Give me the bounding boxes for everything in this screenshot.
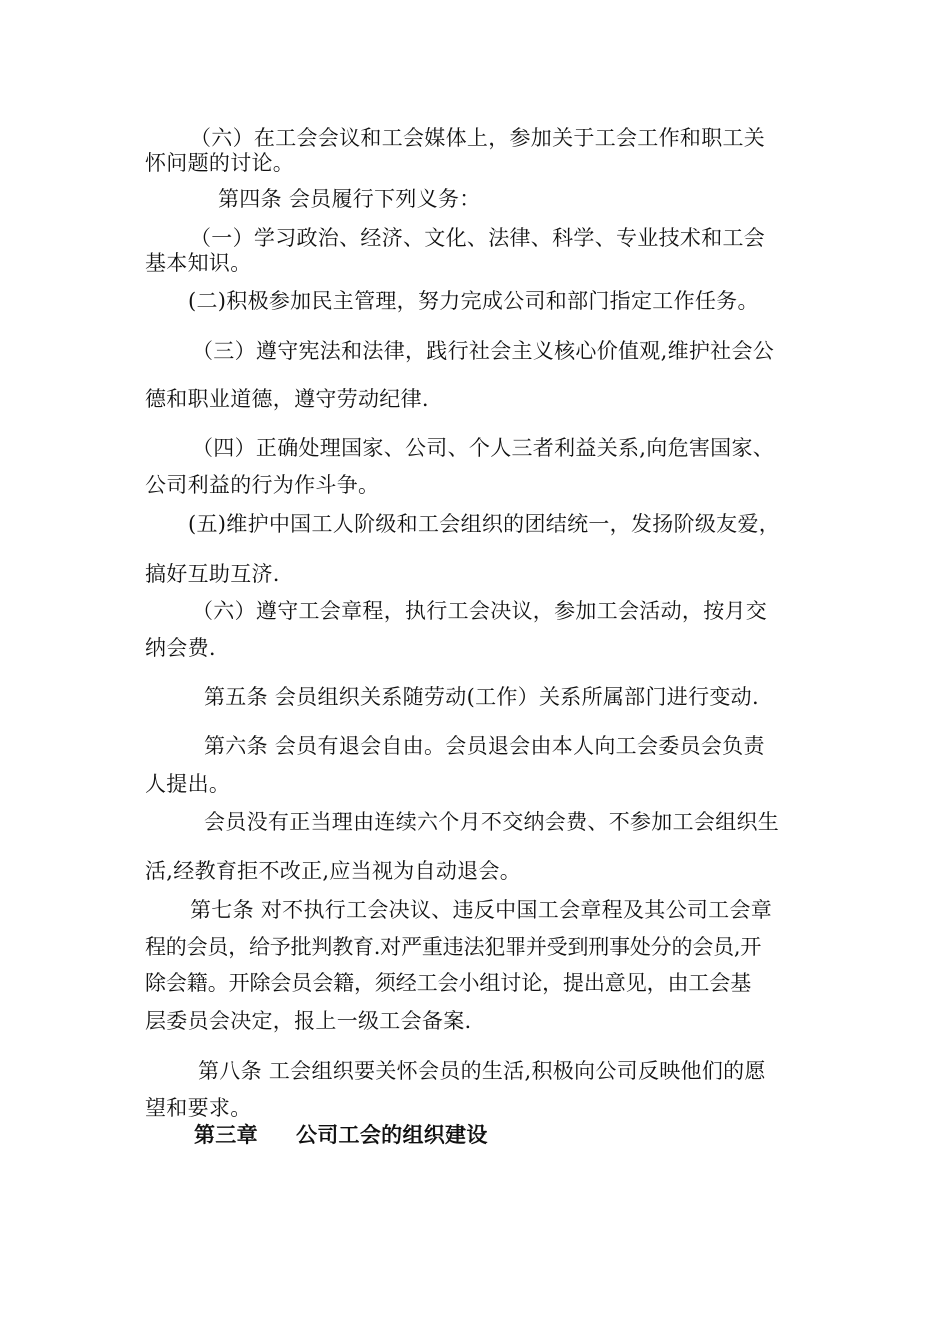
paragraph-line: 怀问题的讨论。 [145, 151, 295, 175]
chapter-heading: 第三章 公司工会的组织建设 [194, 1122, 488, 1147]
article-heading: 第七条 对不执行工会决议、违反中国工会章程及其公司工会章 [190, 898, 773, 922]
paragraph-line: （一）学习政治、经济、文化、法律、科学、专业技术和工会 [190, 226, 766, 250]
paragraph-line: 会员没有正当理由连续六个月不交纳会费、不参加工会组织生 [204, 810, 780, 834]
paragraph-line: （四）正确处理国家、公司、个人三者利益关系,向危害国家、 [192, 436, 775, 460]
paragraph-line: 德和职业道德，遵守劳动纪律. [145, 387, 429, 411]
paragraph-line: 层委员会决定，报上一级工会备案. [145, 1009, 472, 1033]
article-heading: 第四条 会员履行下列义务： [218, 187, 481, 211]
paragraph-line: 除会籍。开除会员会籍，须经工会小组讨论，提出意见，由工会基 [145, 971, 752, 995]
paragraph-line: 人提出。 [145, 772, 231, 796]
paragraph-line: 基本知识。 [145, 251, 252, 275]
paragraph-line: 公司利益的行为作斗争。 [145, 473, 380, 497]
article-heading: 第五条 会员组织关系随劳动(工作）关系所属部门进行变动. [204, 685, 759, 709]
paragraph-line: （六）在工会会议和工会媒体上，参加关于工会工作和职工关 [190, 126, 766, 150]
paragraph-line: （六）遵守工会章程，执行工会决议，参加工会活动，按月交 [192, 599, 768, 623]
article-heading: 第六条 会员有退会自由。会员退会由本人向工会委员会负责 [204, 734, 765, 758]
paragraph-line: 程的会员，给予批判教育.对严重违法犯罪并受到刑事处分的会员,开 [145, 935, 762, 959]
paragraph-line: (五)维护中国工人阶级和工会组织的团结统一，发扬阶级友爱， [188, 512, 781, 536]
paragraph-line: 望和要求。 [145, 1096, 252, 1120]
paragraph-line: （三）遵守宪法和法律，践行社会主义核心价值观,维护社会公 [192, 339, 775, 363]
paragraph-line: 搞好互助互济. [145, 562, 280, 586]
article-heading: 第八条 工会组织要关怀会员的生活,积极向公司反映他们的愿 [198, 1059, 766, 1083]
paragraph-line: 活,经教育拒不改正,应当视为自动退会。 [145, 859, 522, 883]
paragraph-line: 纳会费. [145, 636, 216, 660]
paragraph-line: (二)积极参加民主管理，努力完成公司和部门指定工作任务。 [188, 289, 759, 313]
